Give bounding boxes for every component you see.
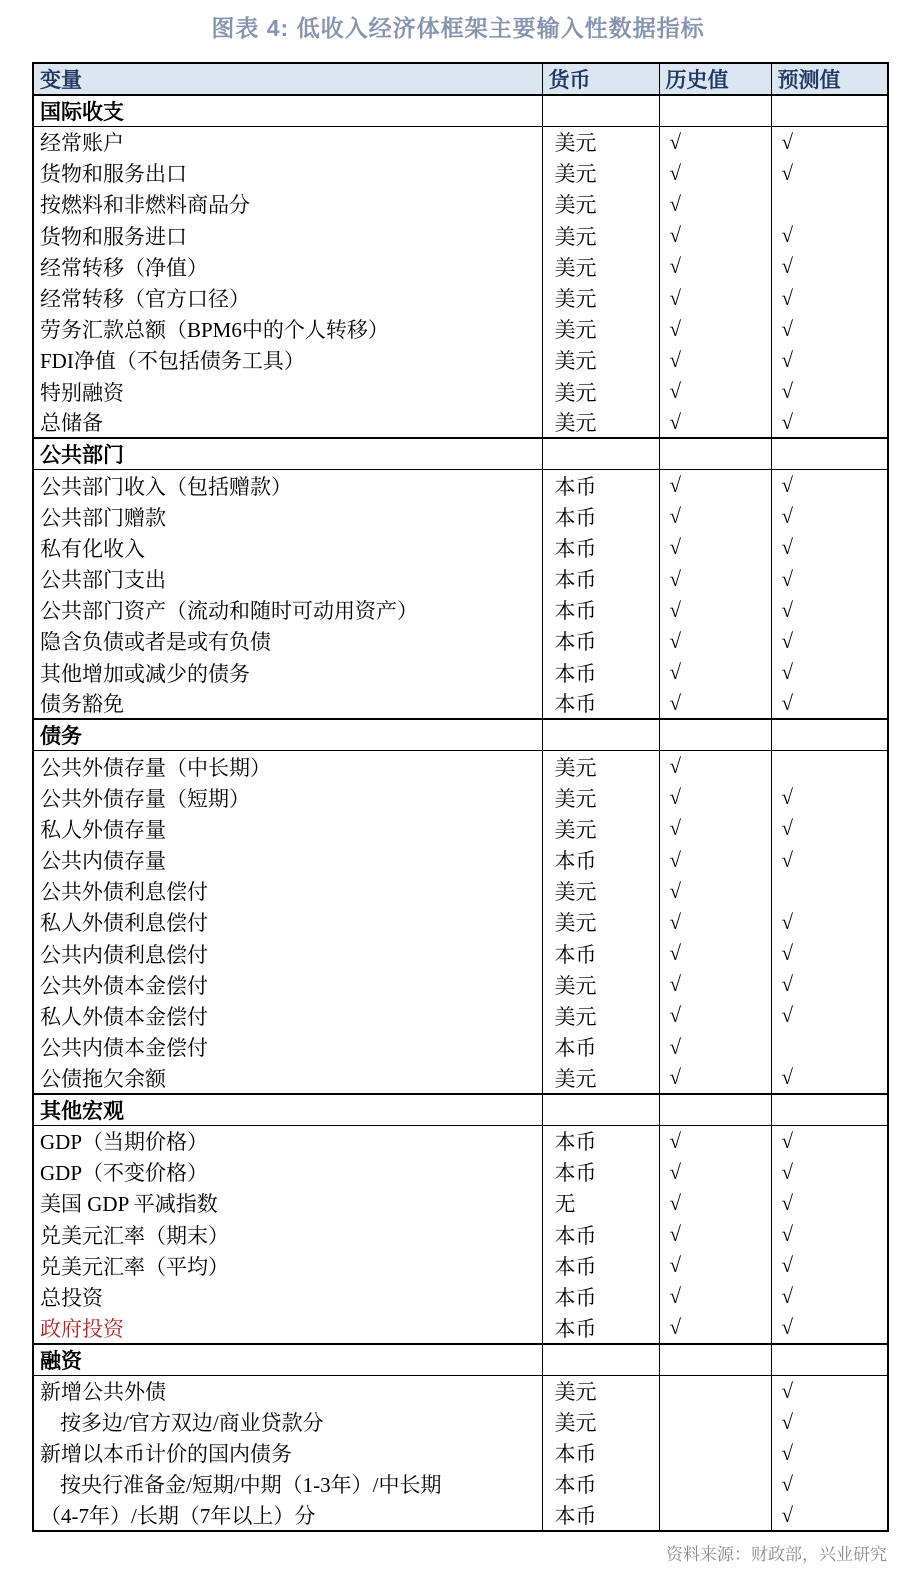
historical-cell: √ [659, 844, 771, 875]
table-row [33, 595, 888, 626]
table-row [33, 782, 888, 813]
forecast-cell: √ [771, 1500, 888, 1531]
forecast-cell: √ [771, 1406, 888, 1437]
forecast-cell: √ [771, 938, 888, 969]
variable-cell: 经常账户 [40, 131, 124, 156]
variable-cell: 公共外债存量（短期） [40, 786, 250, 811]
currency-cell: 美元 [542, 376, 659, 407]
variable-cell: 经常转移（官方口径） [40, 287, 250, 312]
currency-cell: 美元 [542, 813, 659, 844]
variable-cell: 私人外债存量 [40, 817, 166, 842]
variable-cell: 公共外债存量（中长期） [40, 755, 271, 780]
variable-cell: 公共外债利息偿付 [40, 880, 208, 905]
forecast-cell: √ [771, 314, 888, 345]
forecast-cell: √ [771, 407, 888, 438]
forecast-cell: √ [771, 1188, 888, 1219]
section-name-cell: 其他宏观 [33, 1094, 542, 1126]
currency-cell: 本币 [542, 1313, 659, 1344]
historical-cell [659, 1094, 771, 1126]
currency-cell: 美元 [542, 751, 659, 782]
currency-cell: 本币 [542, 938, 659, 969]
variable-cell: 按多边/官方双边/商业贷款分 [60, 1411, 324, 1436]
table-row [33, 220, 888, 251]
variable-cell: 新增公共外债 [40, 1380, 166, 1405]
section-name-cell: 公共部门 [33, 438, 542, 470]
forecast-cell: √ [771, 1469, 888, 1500]
forecast-cell: √ [771, 1219, 888, 1250]
historical-cell: √ [659, 407, 771, 438]
table-row [33, 376, 888, 407]
variable-cell: 公共内债利息偿付 [40, 942, 208, 967]
forecast-cell: √ [771, 501, 888, 532]
currency-cell: 美元 [542, 1000, 659, 1031]
variable-cell: 私有化收入 [40, 536, 145, 561]
forecast-cell [771, 876, 888, 907]
forecast-cell: √ [771, 282, 888, 313]
variable-cell: 货物和服务出口 [40, 162, 187, 187]
variable-cell: 总投资 [40, 1285, 103, 1310]
historical-cell [659, 95, 771, 127]
forecast-cell: √ [771, 1250, 888, 1281]
forecast-cell: √ [771, 470, 888, 501]
currency-cell: 美元 [542, 969, 659, 1000]
variable-cell: 公共部门赠款 [40, 505, 166, 530]
table-row [33, 1281, 888, 1312]
forecast-cell: √ [771, 1157, 888, 1188]
historical-cell [659, 1469, 771, 1500]
forecast-cell: √ [771, 1438, 888, 1469]
table-row [33, 907, 888, 938]
currency-cell: 本币 [542, 1157, 659, 1188]
section-row [33, 95, 888, 127]
currency-cell: 美元 [542, 251, 659, 282]
forecast-cell: √ [771, 813, 888, 844]
table-row [33, 1032, 888, 1063]
currency-cell: 美元 [542, 1375, 659, 1406]
variable-cell: 公共部门支出 [40, 568, 166, 593]
currency-cell [542, 438, 659, 470]
column-header-historical: 历史值 [659, 63, 771, 95]
historical-cell: √ [659, 688, 771, 719]
variable-cell: 私人外债利息偿付 [40, 911, 208, 936]
column-header-forecast: 预测值 [771, 63, 888, 95]
historical-cell: √ [659, 220, 771, 251]
forecast-cell: √ [771, 251, 888, 282]
table-row [33, 1375, 888, 1406]
table-row [33, 1469, 888, 1500]
historical-cell: √ [659, 470, 771, 501]
forecast-cell: √ [771, 345, 888, 376]
historical-cell: √ [659, 938, 771, 969]
table-row [33, 1313, 888, 1344]
forecast-cell: √ [771, 1281, 888, 1312]
currency-cell: 美元 [542, 345, 659, 376]
table-row [33, 969, 888, 1000]
currency-cell: 本币 [542, 501, 659, 532]
historical-cell: √ [659, 1219, 771, 1250]
table-row [33, 657, 888, 688]
currency-cell: 美元 [542, 876, 659, 907]
table-row [33, 688, 888, 719]
currency-cell: 美元 [542, 158, 659, 189]
table-row [33, 626, 888, 657]
table-row [33, 938, 888, 969]
historical-cell: √ [659, 127, 771, 158]
variable-cell: 公共内债存量 [40, 849, 166, 874]
section-name-cell: 融资 [33, 1344, 542, 1376]
variable-cell: GDP（不变价格） [40, 1161, 209, 1186]
variable-cell: 隐含负债或者是或有负债 [40, 630, 271, 655]
table-row [33, 844, 888, 875]
variable-cell: 公共部门资产（流动和随时可动用资产） [40, 599, 418, 624]
historical-cell [659, 1344, 771, 1376]
historical-cell: √ [659, 876, 771, 907]
currency-cell: 美元 [542, 1406, 659, 1437]
currency-cell: 本币 [542, 595, 659, 626]
table-row [33, 1188, 888, 1219]
column-header-currency: 货币 [542, 63, 659, 95]
section-name-cell: 债务 [33, 719, 542, 751]
historical-cell: √ [659, 751, 771, 782]
currency-cell: 本币 [542, 657, 659, 688]
currency-cell: 美元 [542, 907, 659, 938]
forecast-cell: √ [771, 1125, 888, 1156]
forecast-cell: √ [771, 376, 888, 407]
currency-cell: 美元 [542, 282, 659, 313]
table-row [33, 189, 888, 220]
currency-cell: 本币 [542, 1438, 659, 1469]
forecast-cell: √ [771, 969, 888, 1000]
historical-cell: √ [659, 1188, 771, 1219]
table-row [33, 314, 888, 345]
header-row [33, 63, 888, 95]
currency-cell [542, 1344, 659, 1376]
forecast-cell: √ [771, 127, 888, 158]
forecast-cell: √ [771, 657, 888, 688]
currency-cell: 本币 [542, 563, 659, 594]
historical-cell: √ [659, 1250, 771, 1281]
variable-cell: 经常转移（净值） [40, 255, 208, 280]
table-row [33, 158, 888, 189]
table-row [33, 751, 888, 782]
historical-cell: √ [659, 501, 771, 532]
currency-cell: 无 [542, 1188, 659, 1219]
table-row [33, 1438, 888, 1469]
variable-cell: 新增以本币计价的国内债务 [40, 1442, 292, 1467]
table-row [33, 813, 888, 844]
historical-cell: √ [659, 907, 771, 938]
table-row [33, 501, 888, 532]
historical-cell [659, 1406, 771, 1437]
historical-cell: √ [659, 158, 771, 189]
section-row [33, 438, 888, 470]
forecast-cell: √ [771, 844, 888, 875]
table-row [33, 1063, 888, 1094]
forecast-cell: √ [771, 907, 888, 938]
historical-cell: √ [659, 282, 771, 313]
historical-cell [659, 719, 771, 751]
table-row [33, 876, 888, 907]
currency-cell: 本币 [542, 1125, 659, 1156]
currency-cell: 美元 [542, 314, 659, 345]
currency-cell: 美元 [542, 127, 659, 158]
variable-cell: 债务豁免 [40, 692, 124, 717]
table-row [33, 1500, 888, 1531]
forecast-cell [771, 1344, 888, 1376]
forecast-cell: √ [771, 563, 888, 594]
variable-cell: 按燃料和非燃料商品分 [40, 193, 250, 218]
currency-cell: 本币 [542, 1250, 659, 1281]
forecast-cell: √ [771, 1063, 888, 1094]
historical-cell: √ [659, 563, 771, 594]
currency-cell: 美元 [542, 220, 659, 251]
table-row [33, 1219, 888, 1250]
variable-cell: 货物和服务进口 [40, 224, 187, 249]
table-row [33, 532, 888, 563]
forecast-cell [771, 1032, 888, 1063]
column-header-variable: 变量 [33, 63, 542, 95]
section-row [33, 1094, 888, 1126]
currency-cell: 本币 [542, 1500, 659, 1531]
historical-cell: √ [659, 1032, 771, 1063]
variable-cell: 公共外债本金偿付 [40, 973, 208, 998]
variable-cell: 政府投资 [40, 1316, 124, 1341]
historical-cell [659, 1375, 771, 1406]
forecast-cell [771, 1094, 888, 1126]
currency-cell: 美元 [542, 189, 659, 220]
page-title: 图表 4: 低收入经济体框架主要输入性数据指标 [211, 15, 705, 41]
forecast-cell [771, 189, 888, 220]
historical-cell: √ [659, 1063, 771, 1094]
currency-cell: 美元 [542, 407, 659, 438]
forecast-cell: √ [771, 158, 888, 189]
variable-cell: 按央行准备金/短期/中期（1-3年）/中长期 [60, 1473, 442, 1498]
forecast-cell: √ [771, 595, 888, 626]
currency-cell [542, 95, 659, 127]
variable-cell: FDI净值（不包括债务工具） [40, 349, 305, 374]
variable-cell: 特别融资 [40, 380, 124, 405]
currency-cell: 本币 [542, 1281, 659, 1312]
data-table [32, 62, 889, 1532]
forecast-cell: √ [771, 1313, 888, 1344]
table-row [33, 407, 888, 438]
table-row [33, 127, 888, 158]
variable-cell: 劳务汇款总额（BPM6中的个人转移） [40, 318, 389, 343]
forecast-cell: √ [771, 1000, 888, 1031]
currency-cell: 本币 [542, 470, 659, 501]
table-row [33, 1406, 888, 1437]
forecast-cell: √ [771, 1375, 888, 1406]
currency-cell: 本币 [542, 1219, 659, 1250]
currency-cell [542, 719, 659, 751]
historical-cell: √ [659, 813, 771, 844]
currency-cell: 本币 [542, 688, 659, 719]
variable-cell: 总储备 [40, 411, 103, 436]
forecast-cell: √ [771, 220, 888, 251]
variable-cell: 美国 GDP 平减指数 [40, 1192, 218, 1217]
currency-cell: 美元 [542, 782, 659, 813]
variable-cell: 兑美元汇率（期末） [40, 1223, 229, 1248]
currency-cell: 本币 [542, 626, 659, 657]
historical-cell: √ [659, 251, 771, 282]
forecast-cell: √ [771, 532, 888, 563]
historical-cell [659, 438, 771, 470]
currency-cell: 本币 [542, 1032, 659, 1063]
historical-cell: √ [659, 1157, 771, 1188]
table-row [33, 470, 888, 501]
section-row [33, 1344, 888, 1376]
historical-cell: √ [659, 345, 771, 376]
historical-cell: √ [659, 595, 771, 626]
historical-cell: √ [659, 782, 771, 813]
historical-cell: √ [659, 376, 771, 407]
historical-cell: √ [659, 1313, 771, 1344]
forecast-cell: √ [771, 688, 888, 719]
table-row [33, 345, 888, 376]
table-row [33, 1157, 888, 1188]
currency-cell: 美元 [542, 1063, 659, 1094]
forecast-cell [771, 438, 888, 470]
currency-cell: 本币 [542, 532, 659, 563]
variable-cell: 私人外债本金偿付 [40, 1004, 208, 1029]
historical-cell: √ [659, 969, 771, 1000]
historical-cell: √ [659, 1000, 771, 1031]
data-source-note: 资料来源：财政部，兴业研究 [666, 1545, 887, 1565]
table-row [33, 1250, 888, 1281]
variable-cell: 公共内债本金偿付 [40, 1036, 208, 1061]
table-row [33, 1000, 888, 1031]
table-row [33, 1125, 888, 1156]
currency-cell: 本币 [542, 1469, 659, 1500]
forecast-cell [771, 95, 888, 127]
variable-cell: 其他增加或减少的债务 [40, 661, 250, 686]
currency-cell: 本币 [542, 844, 659, 875]
historical-cell: √ [659, 532, 771, 563]
table-row [33, 251, 888, 282]
historical-cell: √ [659, 1125, 771, 1156]
historical-cell: √ [659, 657, 771, 688]
historical-cell: √ [659, 626, 771, 657]
variable-cell: 公债拖欠余额 [40, 1066, 166, 1091]
table-row [33, 563, 888, 594]
historical-cell: √ [659, 314, 771, 345]
variable-cell: 兑美元汇率（平均） [40, 1254, 229, 1279]
variable-cell: （4-7年）/长期（7年以上）分 [40, 1504, 316, 1529]
currency-cell [542, 1094, 659, 1126]
variable-cell: GDP（当期价格） [40, 1130, 209, 1155]
variable-cell: 公共部门收入（包括赠款） [40, 474, 292, 499]
table-row [33, 282, 888, 313]
forecast-cell [771, 751, 888, 782]
forecast-cell [771, 719, 888, 751]
historical-cell [659, 1438, 771, 1469]
historical-cell [659, 1500, 771, 1531]
section-row [33, 719, 888, 751]
section-name-cell: 国际收支 [33, 95, 542, 127]
historical-cell: √ [659, 189, 771, 220]
forecast-cell: √ [771, 626, 888, 657]
forecast-cell: √ [771, 782, 888, 813]
historical-cell: √ [659, 1281, 771, 1312]
